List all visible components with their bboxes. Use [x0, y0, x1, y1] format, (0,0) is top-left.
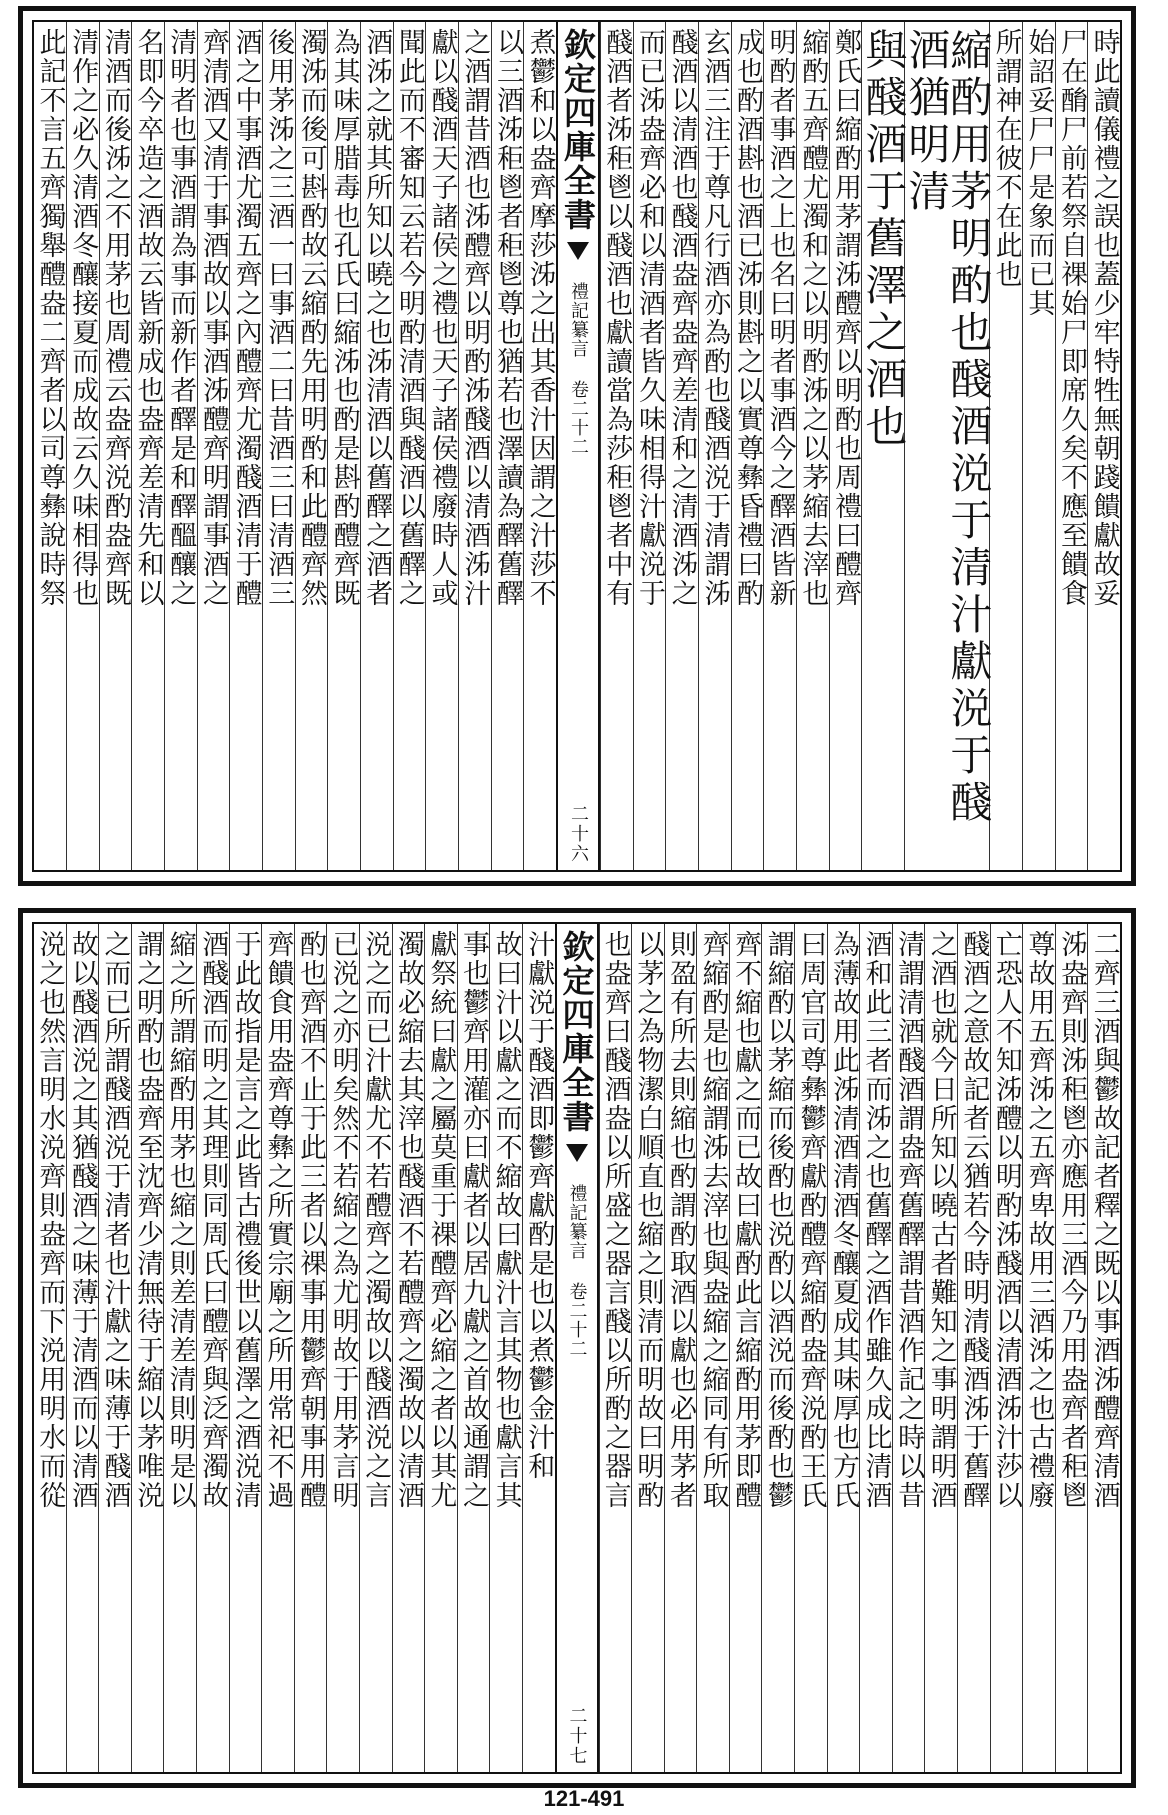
text-column: 酒醆酒而明之其理則同周氏曰醴齊與泛齊濁故 [196, 924, 229, 1772]
text-column: 清明者也事酒謂為事而新作者醳是和醳醞釀之 [164, 22, 197, 870]
text-column: 明酌者事酒之上也名曰明者事酒今之醳酒皆新 [763, 22, 796, 870]
text-column: 清酒而後泲之不用茅也周禮云盎齊涚酌盎齊既 [99, 22, 132, 870]
top-page-columns [34, 22, 1120, 870]
text-column: 成也酌酒斟也酒已泲則斟之以實尊彝昏禮曰酌 [731, 22, 764, 870]
text-column: 之酒也就今日所知以曉古者難知之事明謂明酒 [924, 924, 957, 1772]
text-column: 縮之所謂縮酌用茅也縮之則差清差清則明是以 [163, 924, 196, 1772]
text-column: 獻以醆酒天子諸侯之禮也天子諸侯禮廢時人或 [425, 22, 458, 870]
text-column: 酒和此三者而泲之也舊醳之酒作雖久成比清酒 [859, 924, 892, 1772]
text-column: 煮鬱和以盎齊摩莎泲之出其香汁因謂之汁莎不 [523, 22, 556, 870]
bottom-page-frame [32, 922, 1122, 1774]
top-page [18, 6, 1136, 886]
text-column: 後用茅泲之三酒一曰事酒二曰昔酒三曰清酒三 [262, 22, 295, 870]
text-column: 鄭氏曰縮酌用茅謂泲醴齊以明酌也周禮曰醴齊 [829, 22, 862, 870]
gutter-volume-label: 禮記纂言 卷二十二 [567, 282, 589, 456]
text-column: 于此故指是言之此皆古禮後世以舊澤之酒涚清 [229, 924, 262, 1772]
text-column: 以三酒泲秬鬯者秬鬯尊也猶若也澤讀為醳舊醳 [491, 22, 524, 870]
text-column: 齊清酒又清于事酒故以事酒泲醴齊明謂事酒之 [197, 22, 230, 870]
text-column: 濁故必縮去其滓也醆酒不若醴齊之濁故以清酒 [392, 924, 425, 1772]
text-column: 為其味厚腊毒也孔氏曰縮泲也酌是斟酌醴齊既 [327, 22, 360, 870]
text-column: 醆酒以清酒也醆酒盎齊盎齊差清和之清酒泲之 [665, 22, 698, 870]
gutter-page-number: 二十六 [567, 804, 589, 864]
text-column: 而已泲盎齊必和以清酒者皆久味相得汁獻涚于 [633, 22, 666, 870]
text-column: 齊饋食用盎齊尊彝之所實宗廟之所用常祀不過 [261, 924, 294, 1772]
gutter-page-number: 二十七 [566, 1706, 588, 1766]
text-column: 酌也齊酒不止于此三者以祼事用鬱齊朝事用醴 [294, 924, 327, 1772]
text-column: 縮酌五齊醴尤濁和之以明酌泲之以茅縮去滓也 [796, 22, 829, 870]
text-column: 也盎齊曰醆酒盎以所盛之器言醆以所酌之器言 [599, 924, 632, 1772]
text-column: 清謂清酒醆酒謂盎齊舊醳謂昔酒作記之時以昔 [892, 924, 925, 1772]
gutter-volume-label: 禮記纂言 卷二十二 [566, 1184, 588, 1358]
text-column: 此記不言五齊獨舉醴盎二齊者以司尊彝說時祭 [34, 28, 66, 608]
text-column: 泲盎齊則泲秬鬯亦應用三酒今乃用盎齊者秬鬯 [1055, 924, 1088, 1772]
bottom-page [18, 908, 1136, 1788]
text-column: 之酒謂昔酒也泲醴齊以明酌泲醆酒以清酒泲汁 [458, 22, 491, 870]
fish-tail-mark-icon [563, 242, 593, 264]
text-column: 以茅之為物潔白順直也縮之則清而明故曰明酌 [631, 924, 664, 1772]
center-gutter [556, 22, 600, 870]
top-page-frame [32, 20, 1122, 872]
text-column: 濁泲而後可斟酌故云縮酌先用明酌和此醴齊然 [295, 22, 328, 870]
text-column: 之而已所謂醆酒涚于清者也汁獻之味薄于醆酒 [98, 924, 131, 1772]
gutter-title: 欽定四庫全書 [558, 28, 597, 232]
text-column: 謂縮酌以茅縮而後酌也涚酌以酒涚而後酌也鬱 [761, 924, 794, 1772]
text-column: 始詔妥尸尸是象而已其 [1022, 22, 1055, 870]
center-gutter [555, 924, 599, 1772]
text-column: 曰周官司尊彝鬱齊獻酌醴齊縮酌盎齊涚酌王氏 [794, 924, 827, 1772]
gutter-title: 欽定四庫全書 [557, 930, 596, 1134]
text-column: 與醆酒于舊澤之酒也 [861, 22, 904, 870]
text-column: 醆酒之意故記者云猶若今時明清醆酒泲于舊醳 [957, 924, 990, 1772]
text-column: 獻祭統曰獻之屬莫重于祼醴齊必縮之者以其尤 [424, 924, 457, 1772]
text-column: 故曰汁以獻之而不縮故曰獻汁言其物也獻言其 [489, 924, 522, 1772]
text-column: 亡恐人不知泲醴以明酌泲醆酒以清酒泲汁莎以 [990, 924, 1023, 1772]
text-column: 汁獻涚于醆酒即鬱齊獻酌是也以煮鬱金汁和 [522, 924, 555, 1772]
text-column: 名即今卒造之酒故云皆新成也盎齊差清先和以 [131, 22, 164, 870]
text-column: 齊縮酌是也縮謂泲去滓也與盎縮之縮同有所取 [696, 924, 729, 1772]
text-column: 尸在酳尸前若祭自祼始尸即席久矣不應至饋食 [1055, 22, 1088, 870]
text-column: 縮酌用茅明酌也醆酒涚于清汁獻涚于醆酒猶明清 [904, 22, 989, 870]
text-column: 則盈有所去則縮也酌謂酌取酒以獻也必用茅者 [664, 924, 697, 1772]
text-column: 玄酒三注于尊凡行酒亦為酌也醆酒涚于清謂泲 [698, 22, 731, 870]
text-column: 為薄故用此泲清酒清酒冬釀夏成其味厚也方氏 [827, 924, 860, 1772]
text-column: 涚之而已汁獻尤不若醴齊之濁故以醆酒涚之言 [359, 924, 392, 1772]
text-column: 醆酒者泲秬鬯以醆酒也獻讀當為莎秬鬯者中有 [600, 22, 633, 870]
page-number-footer: 121-491 [543, 1786, 625, 1811]
text-column: 謂之明酌也盎齊至沈齊少清無待于縮以茅唯涚 [131, 924, 164, 1772]
text-column: 涚之也然言明水涚齊則盎齊而下涚用明水而從 [34, 930, 66, 1510]
text-column: 所謂神在彼不在此也 [989, 22, 1022, 870]
fish-tail-mark-icon [562, 1144, 592, 1166]
text-column: 齊不縮也獻之而已故曰獻酌此言縮酌用茅即醴 [729, 924, 762, 1772]
text-column: 清作之必久清酒冬釀接夏而成故云久味相得也 [66, 22, 99, 870]
text-column: 尊故用五齊泲之五齊卑故用三酒泲之也古禮廢 [1022, 924, 1055, 1772]
text-column: 聞此而不審知云若今明酌清酒與醆酒以舊醳之 [393, 22, 426, 870]
text-column: 二齊三酒與鬱故記者釋之既以事酒泲醴齊清酒 [1087, 924, 1120, 1772]
bottom-page-columns [34, 924, 1120, 1772]
text-column: 事也鬱齊用灌亦曰獻者以居九獻之首故通謂之 [457, 924, 490, 1772]
text-column: 故以醆酒涚之其猶醆酒之味薄于清酒而以清酒 [66, 924, 99, 1772]
text-column: 酒之中事酒尤濁五齊之內醴齊尤濁醆酒清于醴 [229, 22, 262, 870]
text-column: 時此讀儀禮之誤也蓋少牢特牲無朝踐饋獻故妥 [1087, 22, 1120, 870]
text-column: 酒泲之就其所知以曉之也泲清酒以舊醳之酒者 [360, 22, 393, 870]
text-column: 已涚之亦明矣然不若縮之為尤明故于用茅言明 [326, 924, 359, 1772]
